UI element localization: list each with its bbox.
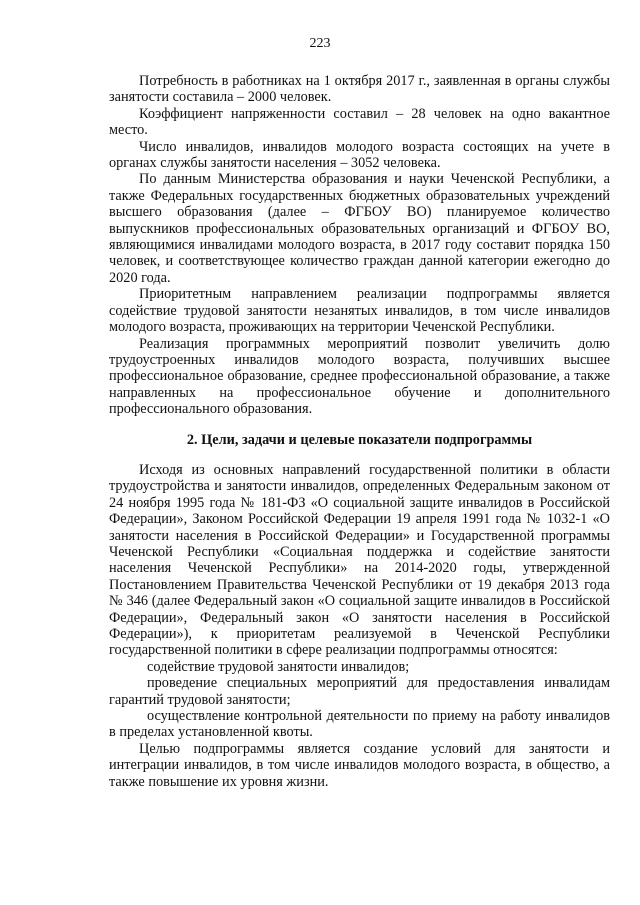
section-heading: 2. Цели, задачи и целевые показатели подпрограммы xyxy=(186,431,533,448)
list-item: содействие трудовой занятости инвалидов; xyxy=(147,658,410,675)
paragraph-priority-direction: Приоритетным направлением реализации подпрограммы является содействие трудовой занятости незанятых инвалидов, в том числе инвалидов молодого возраста, проживающих на территории Чеченской Республики. xyxy=(109,286,610,336)
paragraph-program-implementation: Реализация программных мероприятий позволит увеличить долю трудоустроенных инвалидов молодого возраста, получивших высшее профессиональное образование, среднее профессиональной образование, а также направленных на профессиональное обучение и дополнительного профессионального образования. xyxy=(109,335,610,418)
paragraph-registered-disabled: Число инвалидов, инвалидов молодого возраста состоящих на учете в органах службы занятости населения – 3052 человека. xyxy=(109,138,610,172)
paragraph-state-policy: Исходя из основных направлений государственной политики в области трудоустройства и занятости инвалидов, определенных Федеральным законом от 24 ноября 1995 года № 181-ФЗ «О социальной защите инвалидов в Российской Федерации», Законом Российской Федерации 19 апреля 1991 года № 1032-1 «О занятости населения в Российской Федерации» и Государственной программы Чеченской Республики «Социальная поддержка и содействие занятости населения Чеченской Республики» на 2014-2020 годы, утвержденной Постановлением Правительства Чеченской Республики от 19 декабря 2013 года № 346 (далее Федеральный закон «О социальной защите инвалидов в Российской Федерации», Федеральный закон «О занятости населения в Российской Федерации»), к приоритетам реализуемой в Чеченской Республики государственной политики в сфере реализации подпрограммы относятся: xyxy=(109,461,610,659)
paragraph-vacancies: Потребность в работниках на 1 октября 2017 г., заявленная в органы службы занятости составила – 2000 человек. xyxy=(109,73,610,106)
page-body xyxy=(109,73,610,790)
page-number: 223 xyxy=(309,36,331,51)
list-item: осуществление контрольной деятельности по приему на работу инвалидов в пределах установленной квоты. xyxy=(109,708,610,741)
paragraph-tension-coefficient: Коэффициент напряженности составил – 28 человек на одно вакантное место. xyxy=(109,105,610,139)
list-item: проведение специальных мероприятий для предоставления инвалидам гарантий трудовой занятости; xyxy=(109,675,610,708)
paragraph-subprogram-goal: Целью подпрограммы является создание условий для занятости и интеграции инвалидов, в том числе инвалидов молодого возраста, в общество, а также повышение их уровня жизни. xyxy=(109,740,610,790)
paragraph-ministry-data: По данным Министерства образования и науки Чеченской Республики, а также Федеральных государственных бюджетных образовательных учреждений высшего образования (далее – ФГБОУ ВО) планируемое количество выпускников профессиональных образовательных организаций и ФГБОУ ВО, являющимися инвалидами молодого возраста, в 2017 году составит порядка 150 человек, и соответствующее количество граждан данной категории ежегодно до 2020 года. xyxy=(109,171,610,286)
